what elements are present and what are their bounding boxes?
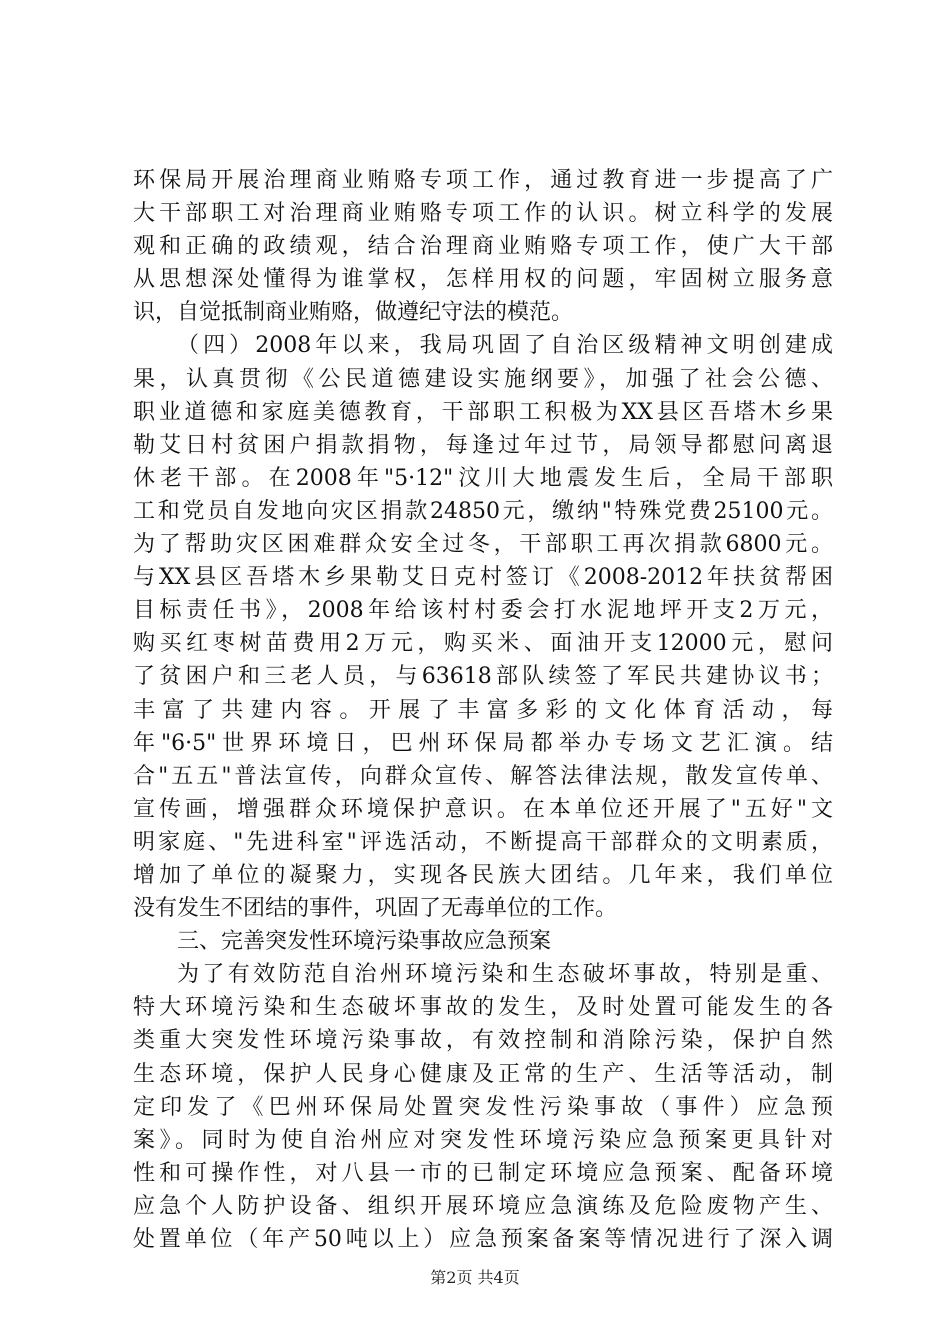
- text-line: 特大环境污染和生态破坏事故的发生，及时处置可能发生的各: [133, 995, 833, 1021]
- text-line: 大干部职工对治理商业贿赂专项工作的认识。树立科学的发展: [133, 201, 833, 227]
- text-line: 休老干部。在2008年"5·12"汶川大地震发生后，全局干部职: [133, 465, 833, 491]
- text-line: 定印发了《巴州环保局处置突发性污染事故（事件）应急预: [133, 1094, 833, 1120]
- text-line: 为了有效防范自治州环境污染和生态破坏事故，特别是重、: [177, 962, 833, 988]
- text-line: 性和可操作性，对八县一市的已制定环境应急预案、配备环境: [133, 1160, 833, 1186]
- text-line: 与XX县区吾塔木乡果勒艾日克村签订《2008-2012年扶贫帮困: [133, 565, 833, 591]
- text-line: 环保局开展治理商业贿赂专项工作，通过教育进一步提高了广: [133, 168, 833, 193]
- text-line: 生态环境，保护人民身心健康及正常的生产、生活等活动，制: [133, 1061, 833, 1087]
- text-line: 识，自觉抵制商业贿赂，做遵纪守法的模范。: [133, 300, 574, 326]
- text-line: 为了帮助灾区困难群众安全过冬，干部职工再次捐款6800元。: [133, 532, 833, 558]
- page-number-footer: 第2页 共4页: [430, 1268, 520, 1287]
- text-line: 观和正确的政绩观，结合治理商业贿赂专项工作，使广大干部: [133, 234, 833, 260]
- body-text: [133, 164, 833, 1256]
- text-line: 应急个人防护设备、组织开展环境应急演练及危险废物产生、: [133, 1193, 833, 1219]
- text-line: 处置单位（年产50吨以上）应急预案备案等情况进行了深入调: [133, 1227, 833, 1252]
- text-line: 类重大突发性环境污染事故，有效控制和消除污染，保护自然: [133, 1028, 833, 1054]
- text-line: 年"6·5"世界环境日，巴州环保局都举办专场文艺汇演。结: [133, 730, 833, 756]
- text-line: 丰富了共建内容。开展了丰富多彩的文化体育活动，每: [133, 697, 833, 723]
- text-line: 了贫困户和三老人员，与63618部队续签了军民共建协议书；: [133, 664, 833, 690]
- text-line: 案》。同时为使自治州应对突发性环境污染应急预案更具针对: [133, 1127, 833, 1153]
- text-line: 增加了单位的凝聚力，实现各民族大团结。几年来，我们单位: [133, 862, 833, 888]
- text-line: 目标责任书》，2008年给该村村委会打水泥地坪开支2万元，: [133, 598, 833, 624]
- text-line: 工和党员自发地向灾区捐款24850元，缴纳"特殊党费25100元。: [133, 498, 833, 524]
- text-line: 勒艾日村贫困户捐款捐物，每逢过年过节，局领导都慰问离退: [133, 432, 833, 458]
- text-line: 职业道德和家庭美德教育，干部职工积极为XX县区吾塔木乡果: [133, 399, 833, 425]
- text-line: 从思想深处懂得为谁掌权，怎样用权的问题，牢固树立服务意: [133, 267, 833, 293]
- section-heading: 三、完善突发性环境污染事故应急预案: [177, 929, 552, 955]
- text-line: 明家庭、"先进科室"评选活动，不断提高干部群众的文明素质，: [133, 829, 833, 855]
- text-line: 合"五五"普法宣传，向群众宣传、解答法律法规，散发宣传单、: [133, 763, 833, 789]
- text-line: 宣传画，增强群众环境保护意识。在本单位还开展了"五好"文: [133, 796, 833, 822]
- text-line: 没有发生不团结的事件，巩固了无毒单位的工作。: [133, 896, 618, 922]
- text-line: 果，认真贯彻《公民道德建设实施纲要》，加强了社会公德、: [133, 366, 833, 392]
- text-line: 购买红枣树苗费用2万元，购买米、面油开支12000元，慰问: [133, 631, 833, 657]
- text-line: （四）2008年以来，我局巩固了自治区级精神文明创建成: [177, 333, 833, 359]
